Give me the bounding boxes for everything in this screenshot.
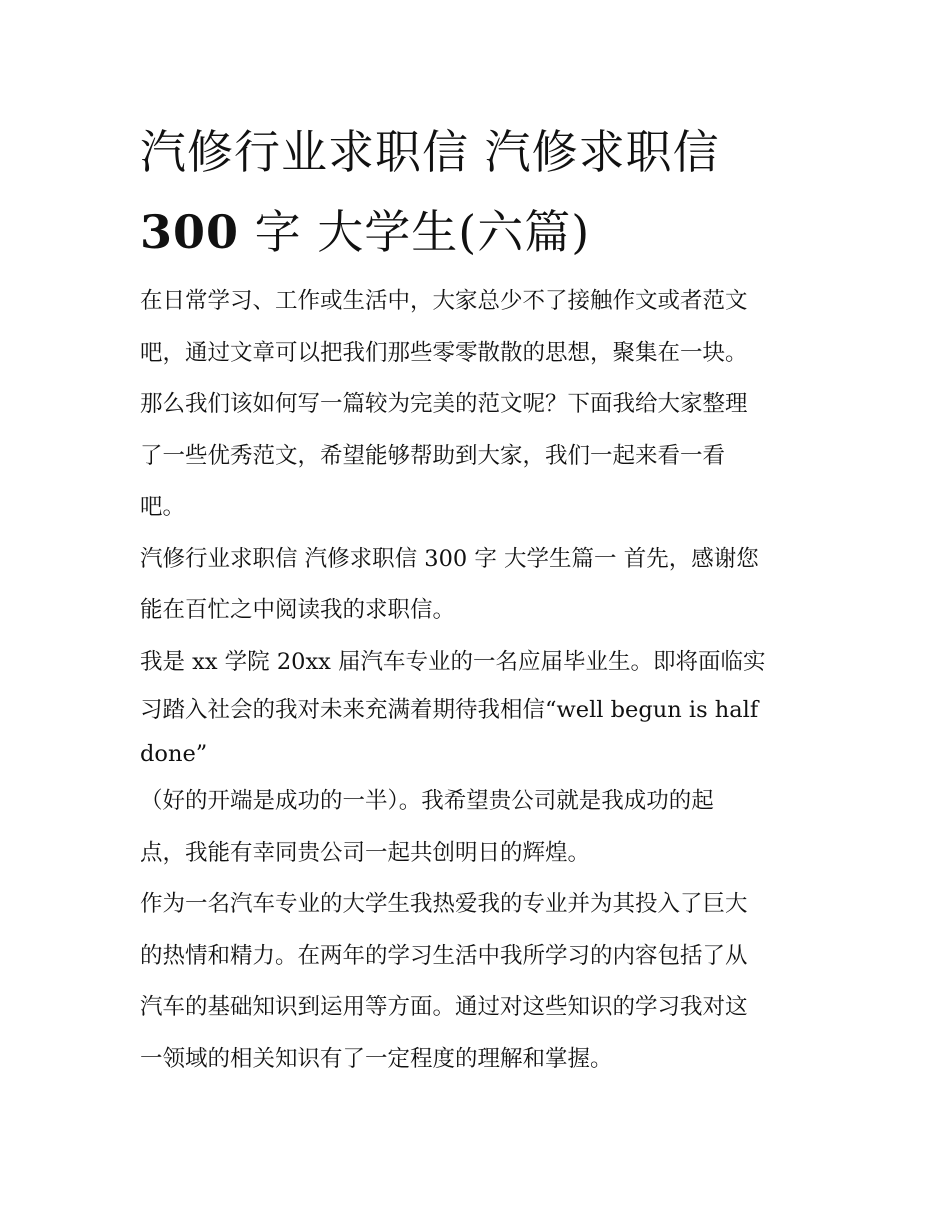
document-title-line-1: 汽修行业求职信 汽修求职信 <box>140 125 720 179</box>
text-line: 一领域的相关知识有了一定程度的理解和掌握。 <box>140 1045 613 1072</box>
text-line: 能在百忙之中阅读我的求职信。 <box>140 597 456 623</box>
paragraph-major <box>140 879 812 1085</box>
text-line: 那么我们该如何写一篇较为完美的范文呢？下面我给大家整理 <box>140 391 748 417</box>
text-line: 吧。 <box>140 494 186 520</box>
paragraph-section-one <box>140 534 812 637</box>
text-line: 我是 xx 学院 20xx 届汽车专业的一名应届毕业生。即将面临实 <box>140 648 766 675</box>
text-line: 汽车的基础知识到运用等方面。通过对这些知识的学习我对这 <box>140 994 748 1020</box>
text-line: done” <box>140 741 208 767</box>
text-line: 吧，通过文章可以把我们那些零零散散的思想，聚集在一块。 <box>140 339 748 366</box>
paragraph-self-intro <box>140 637 812 777</box>
paragraph-good-start <box>140 776 812 879</box>
document-body <box>140 276 812 1085</box>
document-page <box>140 112 812 1085</box>
text-line: 在日常学习、工作或生活中，大家总少不了接触作文或者范文 <box>140 288 748 314</box>
text-line: 了一些优秀范文，希望能够帮助到大家，我们一起来看一看 <box>140 442 726 469</box>
text-line: 点，我能有幸同贵公司一起共创明日的辉煌。 <box>140 839 591 866</box>
paragraph-intro <box>140 276 812 534</box>
text-line: 汽修行业求职信 汽修求职信 300 字 大学生篇一 首先，感谢您 <box>140 545 759 572</box>
text-line: （好的开端是成功的一半）。我希望贵公司就是我成功的起 <box>140 788 714 814</box>
text-line: 的热情和精力。在两年的学习生活中我所学习的内容包括了从 <box>140 942 748 969</box>
text-line: 作为一名汽车专业的大学生我热爱我的专业并为其投入了巨大 <box>140 891 748 917</box>
title-number: 300 <box>140 205 240 259</box>
document-title-line-2 <box>140 192 812 272</box>
title-rest: 字 大学生(六篇) <box>239 205 591 259</box>
text-line: 习踏入社会的我对未来充满着期待我相信“well begun is half <box>140 697 759 723</box>
